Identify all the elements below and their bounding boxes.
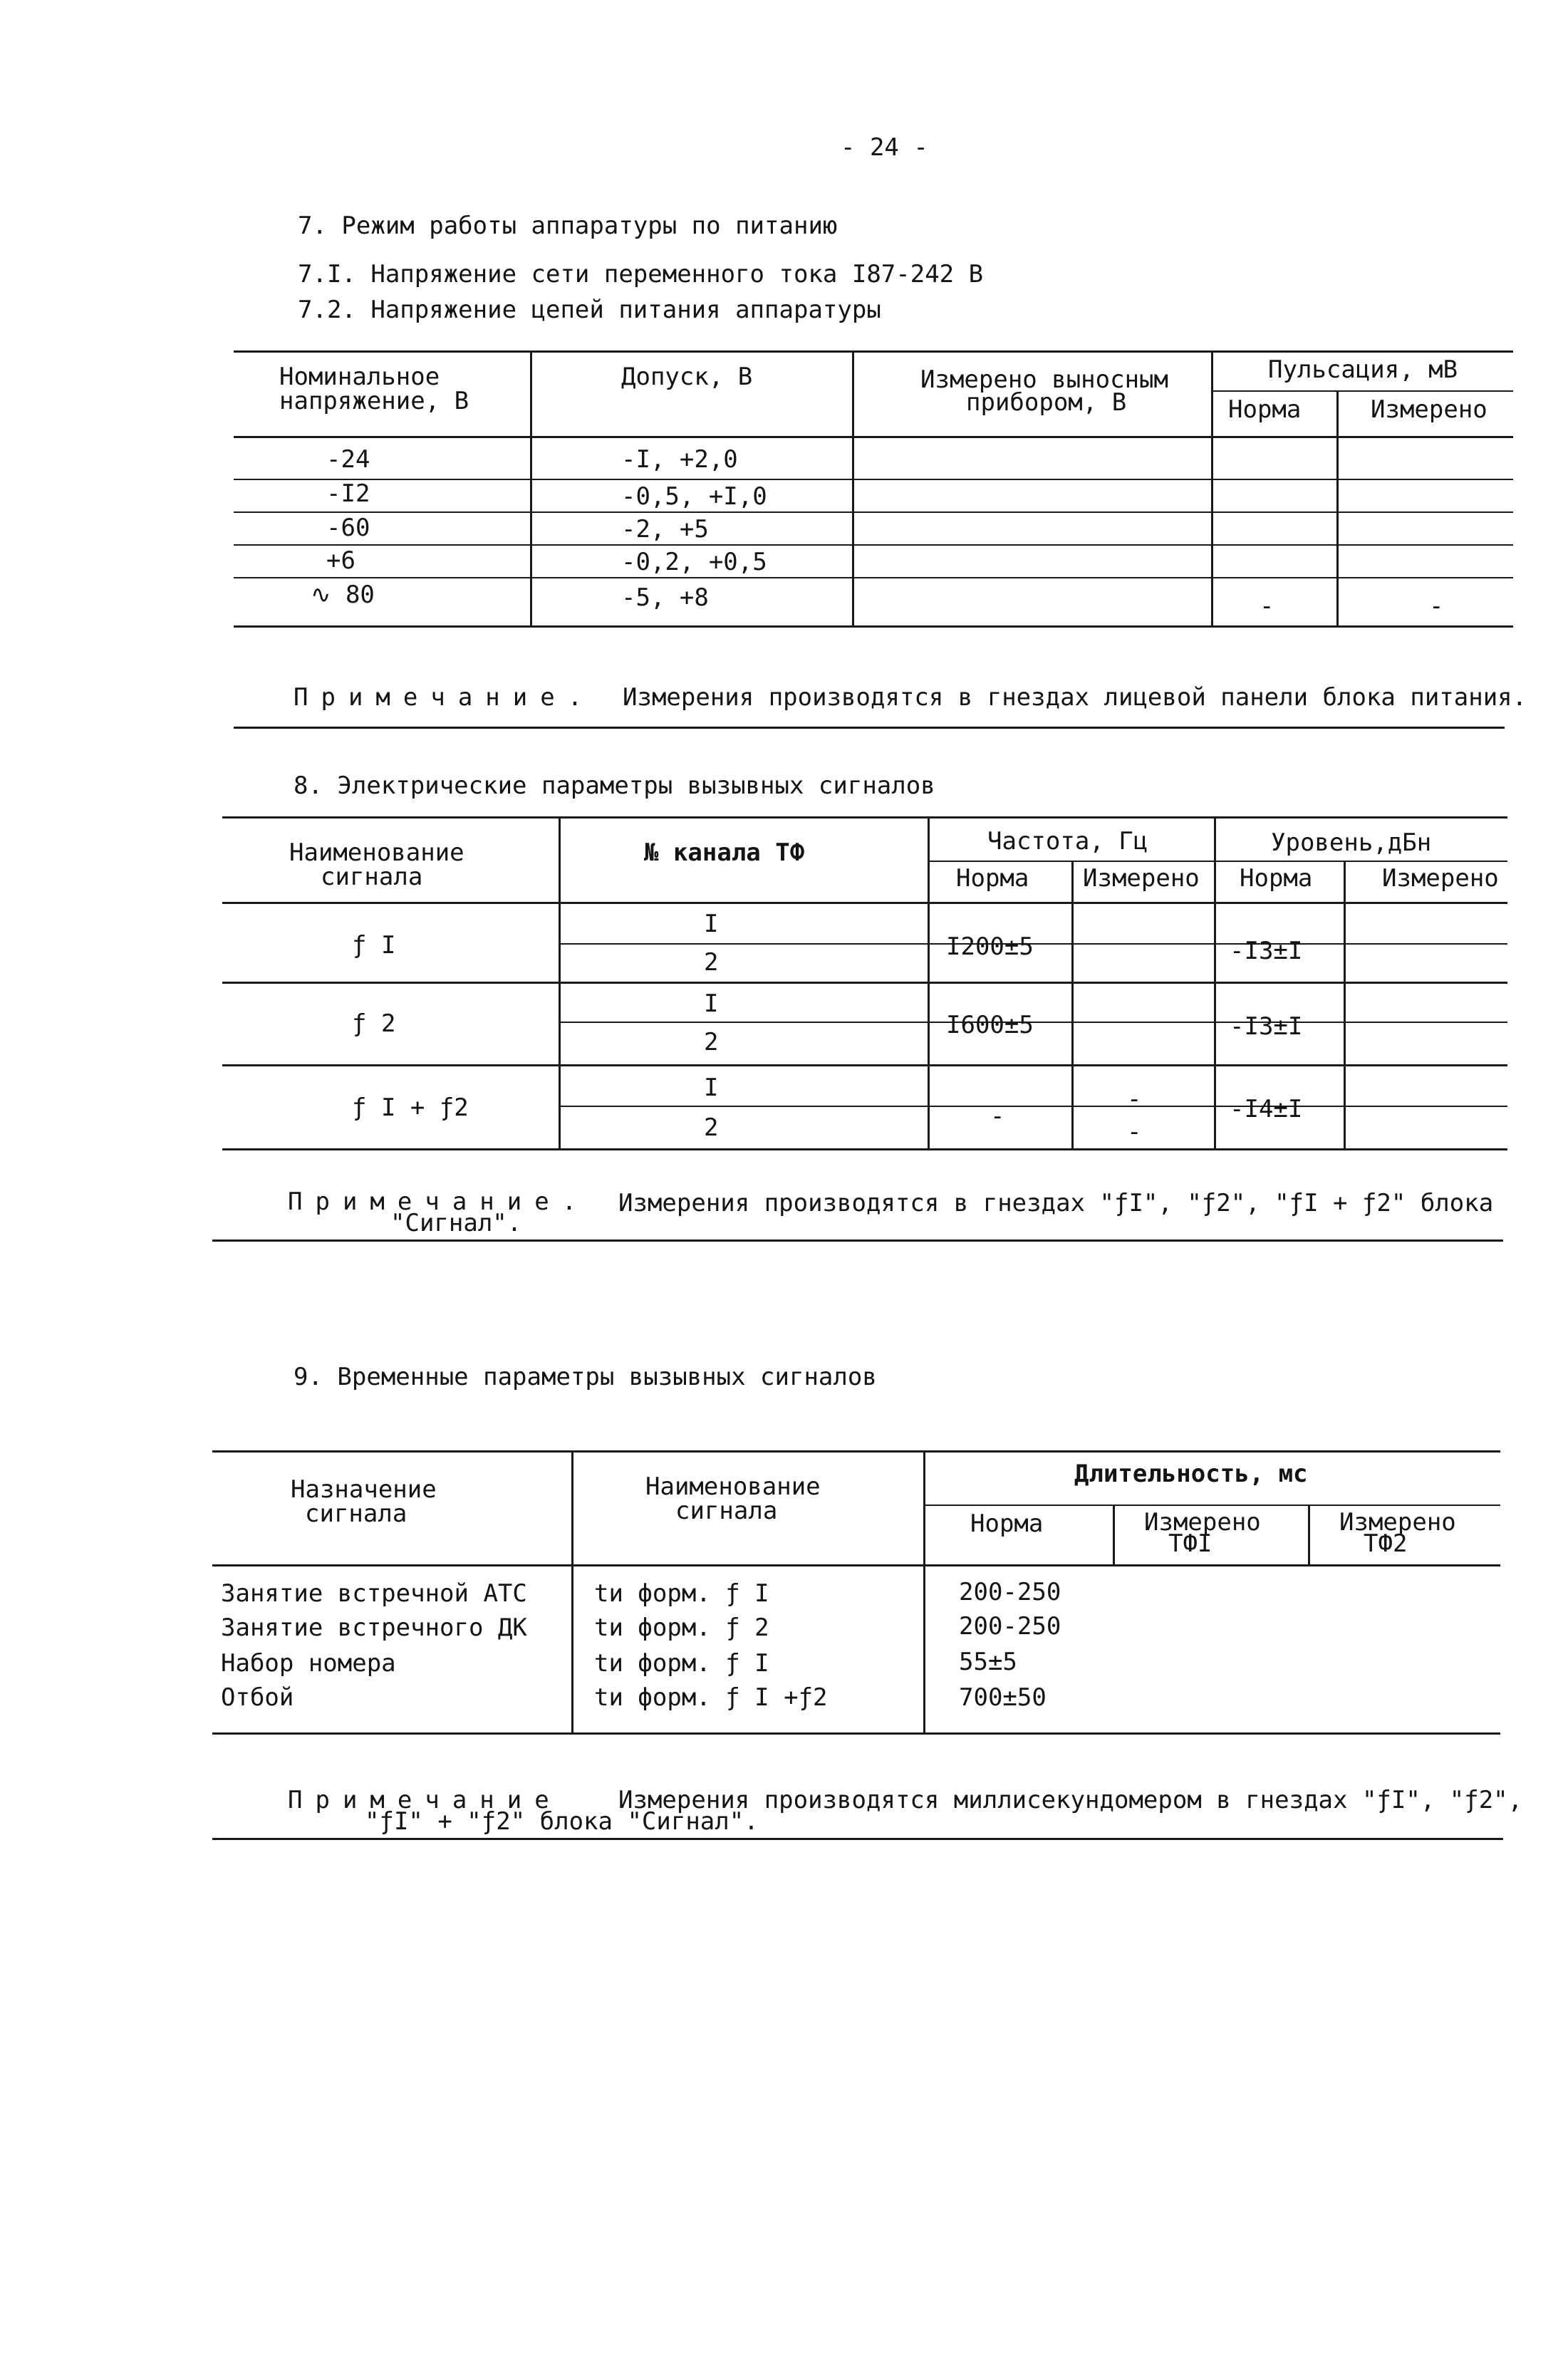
header-ripple: Пульсация, мВ [1268, 355, 1458, 384]
signal-f1f2-ch2: 2 [704, 1113, 719, 1142]
section8-note-text-2: "Сигнал". [390, 1209, 522, 1237]
row2-tolerance: -0,5, +I,0 [621, 482, 767, 511]
header-duration: Длительность, мс [1074, 1460, 1308, 1488]
row4-nominal: +6 [326, 546, 355, 575]
header-channel: № канала ТФ [644, 838, 805, 867]
header-dur-measured-tf2: Измерено [1339, 1508, 1456, 1537]
row3-tolerance: -2, +5 [621, 515, 709, 544]
header-name-2: сигнала [675, 1497, 778, 1525]
signal-f1f2-level-norm: -I4±I [1230, 1095, 1303, 1123]
header-level-measured: Измерено [1382, 864, 1499, 893]
header-tolerance: Допуск, В [621, 363, 753, 391]
section9-note-text: Измерения производятся миллисекундомером в гнездах "ƒI", "ƒ2", [618, 1786, 1523, 1814]
row2-nominal: -I2 [326, 479, 370, 508]
section7-heading: 7. Режим работы аппаратуры по питанию [298, 212, 838, 240]
signal-f1f2-meas1: - [1127, 1085, 1142, 1113]
section9-note-label: Примечание [288, 1786, 562, 1814]
row4-norm: 700±50 [959, 1683, 1047, 1712]
header-measured-ext: Измерено выносным [920, 365, 1168, 394]
row3-nominal: -60 [326, 514, 370, 542]
header-dur-norm: Норма [970, 1509, 1044, 1538]
signal-f1-ch2: 2 [704, 948, 719, 977]
signal-f1f2-ch1: I [704, 1074, 719, 1102]
section9-note-text-2: "ƒI" + "ƒ2" блока "Сигнал". [365, 1807, 759, 1836]
signal-f2-freq-norm: I600±5 [946, 1011, 1034, 1039]
row1-purpose: Занятие встречной АТС [221, 1579, 527, 1608]
signal-f2: ƒ 2 [352, 1009, 396, 1038]
section7-item2: 7.2. Напряжение цепей питания аппаратуры [298, 296, 881, 324]
row1-name: tи форм. ƒ I [594, 1579, 769, 1608]
header-dur-measured-tf1: Измерено [1144, 1508, 1261, 1537]
row3-purpose: Набор номера [221, 1649, 396, 1678]
section7-item1: 7.I. Напряжение сети переменного тока I87-242 В [298, 260, 984, 289]
section8-heading: 8. Электрические параметры вызывных сигналов [294, 771, 935, 800]
header-signal-name: Наименование [289, 838, 464, 867]
signal-f1f2-meas2: - [1127, 1118, 1142, 1146]
row4-name: tи форм. ƒ I +ƒ2 [594, 1683, 828, 1712]
header-purpose-2: сигнала [305, 1500, 407, 1528]
header-nominal: Номинальное [279, 363, 440, 391]
header-freq-measured: Измерено [1083, 864, 1200, 893]
row1-tolerance: -I, +2,0 [621, 445, 738, 474]
signal-f1f2-freq-norm: - [990, 1102, 1005, 1131]
signal-f1-ch1: I [704, 910, 719, 938]
header-frequency: Частота, Гц [987, 827, 1148, 856]
section9-heading: 9. Временные параметры вызывных сигналов [294, 1363, 877, 1391]
signal-f2-level-norm: -I3±I [1230, 1012, 1303, 1041]
row1-nominal: -24 [326, 445, 370, 474]
section8-note-label: Примечание. [288, 1188, 590, 1216]
row2-name: tи форм. ƒ 2 [594, 1613, 769, 1642]
row3-norm: 55±5 [959, 1648, 1017, 1676]
header-measured-ext-2: прибором, В [966, 388, 1127, 417]
header-ripple-norm: Норма [1228, 395, 1302, 424]
signal-f2-ch2: 2 [704, 1028, 719, 1056]
section7-note-label: Примечание. [294, 683, 596, 712]
row2-purpose: Занятие встречного ДК [221, 1613, 527, 1642]
signal-f1-freq-norm: I200±5 [946, 932, 1034, 961]
header-level: Уровень,дБн [1271, 828, 1432, 857]
signal-f1: ƒ I [352, 931, 396, 960]
signal-f2-ch1: I [704, 989, 719, 1018]
row2-norm: 200-250 [959, 1612, 1061, 1641]
row5-nominal: ∿ 80 [311, 581, 375, 609]
row4-purpose: Отбой [221, 1683, 294, 1712]
row1-norm: 200-250 [959, 1578, 1061, 1606]
header-freq-norm: Норма [956, 864, 1029, 893]
row3-name: tи форм. ƒ I [594, 1649, 769, 1678]
row5-tolerance: -5, +8 [621, 583, 709, 612]
row4-tolerance: -0,2, +0,5 [621, 548, 767, 576]
header-signal-name-2: сигнала [321, 863, 423, 891]
header-nominal-2: напряжение, В [279, 387, 469, 415]
header-purpose: Назначение [291, 1475, 437, 1504]
header-dur-measured-tf1b: ТФI [1168, 1529, 1213, 1558]
row5-ripple-norm: - [1260, 592, 1274, 620]
row5-ripple-measured: - [1429, 592, 1444, 620]
signal-f1f2: ƒ I + ƒ2 [352, 1093, 469, 1122]
signal-f1-level-norm: -I3±I [1230, 937, 1303, 965]
header-name: Наименование [645, 1472, 821, 1501]
header-level-norm: Норма [1240, 864, 1313, 893]
header-ripple-measured: Измерено [1371, 395, 1487, 424]
header-dur-measured-tf2b: ТФ2 [1364, 1529, 1408, 1558]
section7-note-text: Измерения производятся в гнездах лицевой панели блока питания. [623, 683, 1527, 712]
page-number: - 24 - [841, 133, 928, 162]
section8-note-text: Измерения производятся в гнездах "ƒI", "ƒ2", "ƒI + ƒ2" блока [618, 1189, 1494, 1217]
